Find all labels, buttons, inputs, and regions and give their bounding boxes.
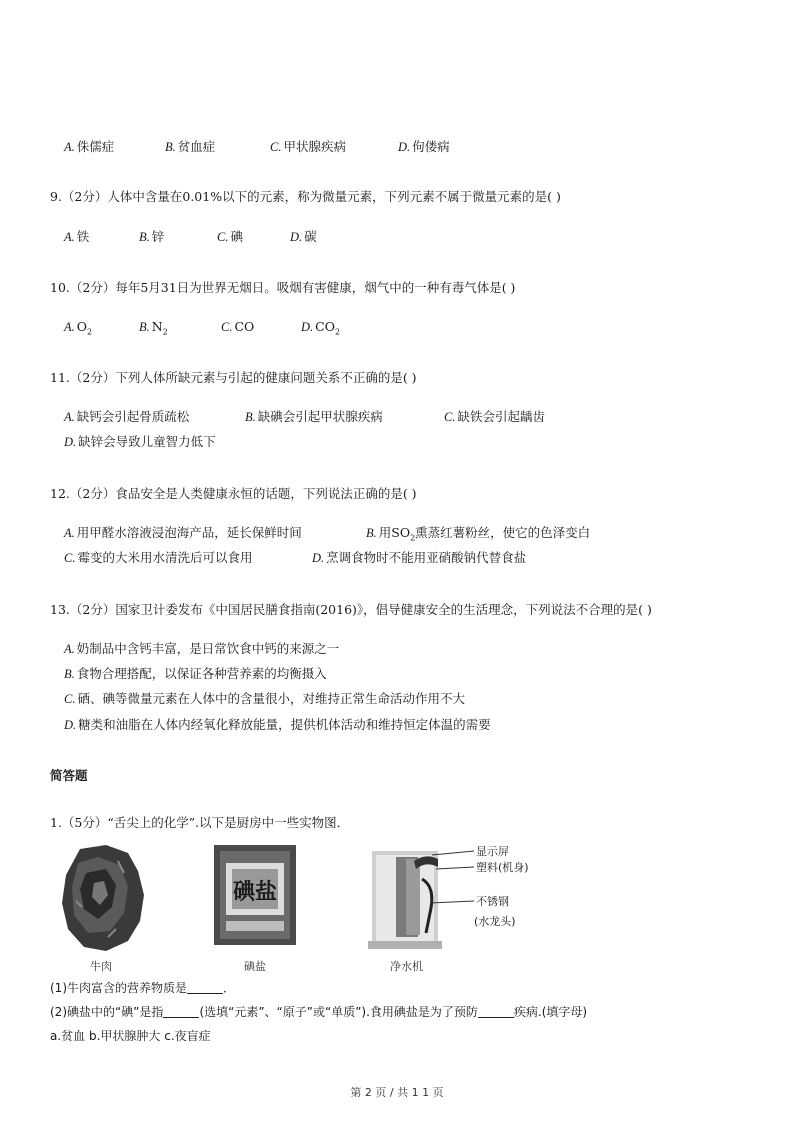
q11-option-c: C. 缺铁会引起龋齿 <box>444 409 545 424</box>
q9-option-d: D. 碳 <box>290 229 317 244</box>
sq1-stem: 1.（5分）“舌尖上的化学”.以下是厨房中一些实物图． <box>50 815 350 830</box>
q11-option-d: D. 缺锌会导致儿童智力低下 <box>64 434 216 449</box>
q9-option-b: B. 锌 <box>139 229 165 244</box>
caption-beef: 牛肉 <box>90 960 112 973</box>
q13-option-c: C. 硒、碘等微量元素在人体中的含量很小，对维持正常生命活动作用不大 <box>64 691 465 706</box>
q9-option-a: A. 铁 <box>64 229 90 244</box>
q10-option-d: D. $CO_2$ <box>301 319 341 337</box>
caption-water-purifier: 净水机 <box>390 960 423 973</box>
q9-stem: 9.（2分）人体中含量在0.01%以下的元素，称为微量元素，下列元素不属于微量元素的是( ) <box>50 189 561 204</box>
beef-image <box>58 843 148 953</box>
q13-option-b: B. 食物合理搭配，以保证各种营养素的均衡摄入 <box>64 666 327 681</box>
q12-option-d: D. 烹调食物时不能用亚硝酸钠代替食盐 <box>312 550 527 565</box>
q12-option-c: C. 霉变的大米用水清洗后可以食用 <box>64 550 253 565</box>
q10-option-c: C. CO <box>221 319 255 334</box>
q12-option-a: A. 用甲醛水溶液浸泡海产品，延长保鲜时间 <box>64 525 302 540</box>
q12-option-b: B. 用$SO_2$熏蒸红薯粉丝，使它的色泽变白 <box>366 525 591 543</box>
salt-bag-image <box>212 843 298 947</box>
sq1-sub1: (1)牛肉富含的营养物质是 ． <box>50 981 236 995</box>
q10-stem: 10.（2分）每年5月31日为世界无烟日。吸烟有害健康，烟气中的一种有毒气体是( ) <box>50 280 516 295</box>
label-plastic-body: 塑料(机身) <box>476 861 529 874</box>
water-purifier-image <box>366 843 556 953</box>
q13-option-a: A. 奶制品中含钙丰富，是日常饮食中钙的来源之一 <box>64 641 340 656</box>
page-footer: 第 2 页 / 共 1 1 页 <box>350 1086 444 1099</box>
q8-option-a: A. 侏儒症 <box>64 139 115 154</box>
section-title: 简答题 <box>50 768 88 783</box>
caption-salt: 碘盐 <box>244 960 266 973</box>
salt-bag-label: 碘盐 <box>232 880 278 905</box>
q9-option-c: C. 碘 <box>217 229 243 244</box>
q11-option-b: B. 缺碘会引起甲状腺疾病 <box>245 409 383 424</box>
q11-option-a: A. 缺钙会引起骨质疏松 <box>64 409 190 424</box>
q13-option-d: D. 糖类和油脂在人体内经氧化释放能量，提供机体活动和维持恒定体温的需要 <box>64 717 491 732</box>
q8-option-b: B. 贫血症 <box>165 139 216 154</box>
q10-option-b: B. $N_2$ <box>139 319 168 337</box>
answer-blank-2[interactable] <box>163 1005 199 1018</box>
q8-option-d: D. 佝偻病 <box>398 139 450 154</box>
label-display-screen: 显示屏 <box>476 845 509 858</box>
answer-blank-3[interactable] <box>478 1005 514 1018</box>
q8-option-c: C. 甲状腺疾病 <box>270 139 346 154</box>
answer-blank-1[interactable] <box>187 981 223 994</box>
q12-stem: 12.（2分）食品安全是人类健康永恒的话题，下列说法正确的是( ) <box>50 486 417 501</box>
q10-option-a: A. $O_2$ <box>64 319 93 337</box>
label-stainless-steel: 不锈钢 <box>476 895 509 908</box>
q13-stem: 13.（2分）国家卫计委发布《中国居民膳食指南(2016)》，倡导健康安全的生活理念，下列说法不合理的是( ) <box>50 602 652 617</box>
label-faucet: (水龙头) <box>474 915 516 928</box>
q11-stem: 11.（2分）下列人体所缺元素与引起的健康问题关系不正确的是( ) <box>50 370 417 385</box>
sq1-sub2: (2)碘盐中的“碘”是指 (选填“元素”、“原子”或“单质”).食用碘盐是为了预防 疾病.(填字母) <box>50 1005 588 1019</box>
sq1-choices: a.贫血 b.甲状腺肿大 c.夜盲症 <box>50 1029 211 1043</box>
